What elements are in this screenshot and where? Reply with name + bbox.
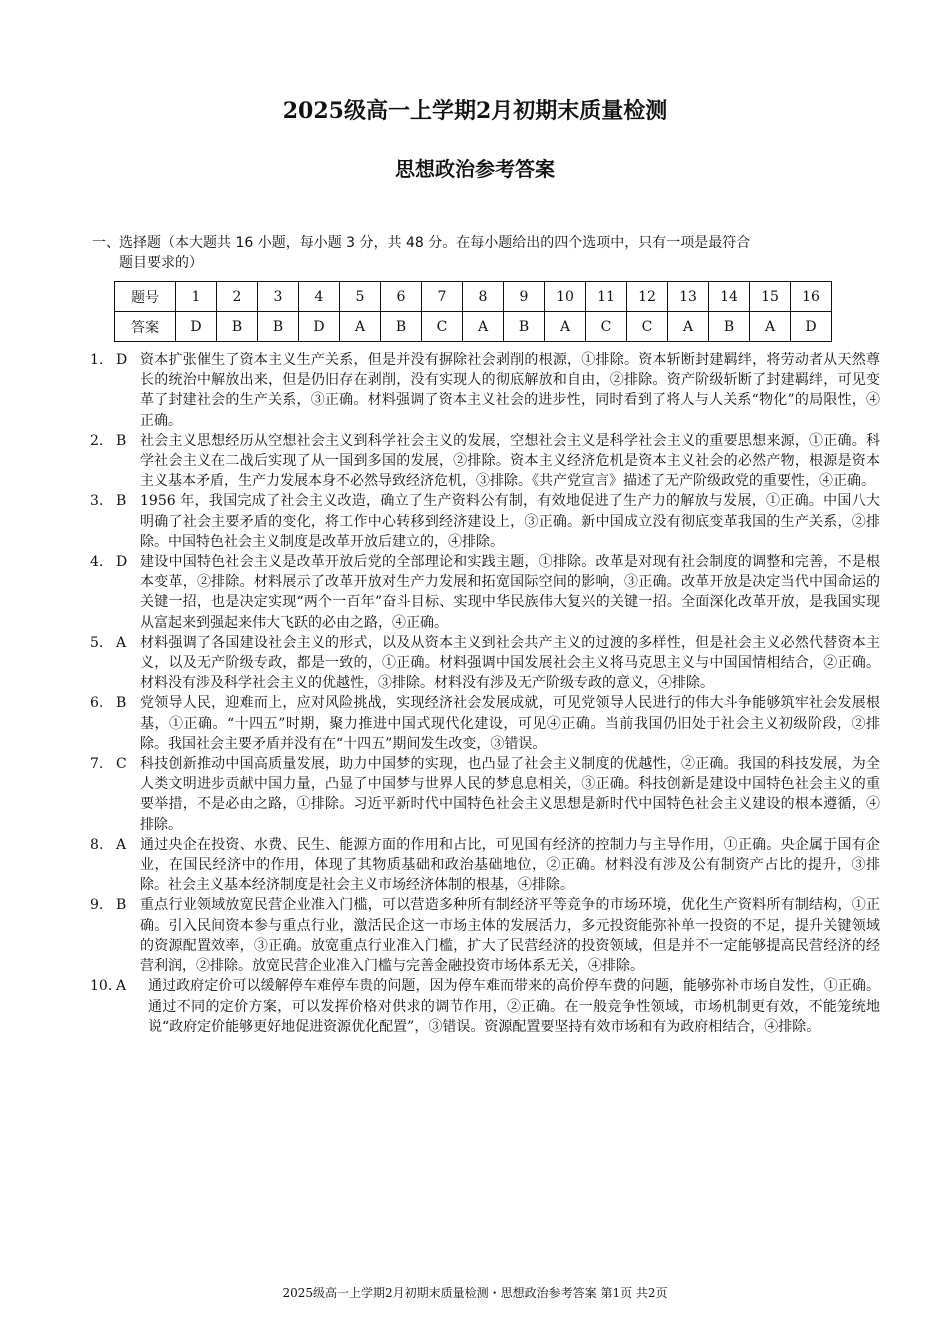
item-number: 8. (90, 836, 104, 853)
table-row-label: 题号 (115, 282, 176, 312)
table-cell: D (791, 312, 832, 342)
table-cell: 12 (627, 282, 668, 312)
table-cell: 11 (586, 282, 627, 312)
item-answer: B (116, 432, 127, 449)
item-number: 2. (90, 432, 104, 449)
item-answer: D (116, 352, 128, 368)
page-title: 2025级高一上学期2月初期末质量检测 (282, 98, 668, 124)
table-cell: D (176, 312, 217, 342)
item-number: 5. (90, 634, 104, 651)
item-number: 1. (90, 352, 104, 368)
explanation-item (90, 552, 880, 633)
explanation-item (90, 895, 880, 976)
table-cell: 3 (258, 282, 299, 312)
item-number: 7. (90, 756, 104, 773)
table-cell: 14 (709, 282, 750, 312)
explanation-item (90, 693, 880, 754)
explanation-item (90, 633, 880, 694)
table-row-label: 答案 (115, 312, 176, 342)
explanation-item (90, 976, 880, 1037)
table-cell: A (668, 312, 709, 342)
table-cell: 15 (750, 282, 791, 312)
item-number: 9. (90, 897, 104, 914)
item-answer: A (116, 836, 127, 853)
table-cell: 7 (422, 282, 463, 312)
item-text: 通过央企在投资、水费、民生、能源方面的作用和占比，可见国有经济的控制力与主导作用，①正确。央企属于国有企业，在国民经济中的作用，体现了其物质基础和政治基础地位，②正确。材料没有涉及公有制资产占比的提升，③排除。社会主义基本经济制度是社会主义市场经济体制的根基，④排除。 (140, 836, 880, 894)
table-cell: A (340, 312, 381, 342)
item-number: 3. (90, 493, 104, 510)
table-cell: A (545, 312, 586, 342)
answer-table (114, 281, 832, 342)
explanation-item (90, 754, 880, 835)
item-number: 6. (90, 695, 104, 712)
table-cell: 5 (340, 282, 381, 312)
item-answer: B (116, 695, 127, 712)
item-text: 通过政府定价可以缓解停车难停车贵的问题，因为停车难而带来的高价停车费的问题，能够弥补市场自发性，①正确。通过不同的定价方案，可以发挥价格对供求的调节作用，②正确。在一般竞争性领域，市场机制更有效，不能笼统地说“政府定价能够更好地促进资源优化配置”，③错误。资源配置要坚持有效市场和有为政府相结合，④排除。 (148, 978, 880, 1035)
item-text: 科技创新推动中国高质量发展，助力中国梦的实现，也凸显了社会主义制度的优越性，②正确。我国的科技发展，为全人类文明进步贡献中国力量，凸显了中国梦与世界人民的梦息息相关，③正确。科技创新是建设中国特色社会主义的重要举措，不是必由之路，①排除。习近平新时代中国特色社会主义思想是新时代中国特色社会主义建设的根本遵循，④排除。 (140, 756, 880, 833)
item-number: 4. (90, 554, 104, 571)
explanation-item (90, 835, 880, 896)
table-cell: 2 (217, 282, 258, 312)
item-text: 社会主义思想经历从空想社会主义到科学社会主义的发展，空想社会主义是科学社会主义的重要思想来源，①正确。科学社会主义在二战后实现了从一国到多国的发展，②排除。资本主义经济危机是资本主义社会的必然产物，根源是资本主义基本矛盾，生产力发展本身不必然导致经济危机，③排除。《共产党宣言》描述了无产阶级政党的重要性，④正确。 (140, 432, 880, 490)
table-cell: C (586, 312, 627, 342)
item-answer: B (116, 493, 127, 510)
section-number: 一、 (92, 235, 120, 251)
item-text: 资本扩张催生了资本主义生产关系，但是并没有摒除社会剥削的根源，①排除。资本斩断封建羁绊，将劳动者从天然尊长的统治中解放出来，但是仍旧存在剥削，没有实现人的彻底解放和自由，②排除。资产阶级斩断了封建羁绊，可见变革了封建社会的生产关系，③正确。材料强调了资本主义社会的进步性，同时看到了将人与人关系“物化”的局限性，④正确。 (140, 352, 880, 429)
table-cell: B (258, 312, 299, 342)
table-cell: C (627, 312, 668, 342)
table-cell: C (422, 312, 463, 342)
item-text: 建设中国特色社会主义是改革开放后党的全部理论和实践主题，①排除。改革是对现有社会制度的调整和完善，不是根本变革，②排除。材料展示了改革开放对生产力发展和拓宽国际空间的影响，③正确。改革开放是决定当代中国命运的关键一招，也是决定实现“两个一百年”奋斗目标、实现中华民族伟大复兴的关键一招。全面深化改革开放，是我国实现从富起来到强起来伟大飞跃的必由之路，④正确。 (140, 554, 880, 631)
table-cell: 1 (176, 282, 217, 312)
table-cell: 9 (504, 282, 545, 312)
item-answer: D (116, 554, 128, 571)
item-answer: A (116, 634, 127, 651)
item-text: 1956 年，我国完成了社会主义改造，确立了生产资料公有制，有效地促进了生产力的解放与发展，①正确。中国八大明确了社会主要矛盾的变化，将工作中心转移到经济建设上，③正确。新中国成立没有彻底变革我国的生产关系，②排除。中国特色社会主义制度是改革开放后建立的，④排除。 (140, 493, 880, 550)
item-text: 党领导人民，迎难而上，应对风险挑战，实现经济社会发展成就，可见党领导人民进行的伟大斗争能够筑牢社会发展根基，①正确。“十四五”时期，聚力推进中国式现代化建设，可见④正确。当前我国仍旧处于社会主义初级阶段，②排除。我国社会主要矛盾并没有在“十四五”期间发生改变，③错误。 (140, 695, 880, 752)
item-answer: A (116, 978, 127, 995)
table-cell: 16 (791, 282, 832, 312)
section-heading-line2: 题目要求的） (119, 255, 203, 271)
table-cell: A (750, 312, 791, 342)
table-cell: B (709, 312, 750, 342)
item-text: 重点行业领域放宽民营企业准入门槛，可以营造多种所有制经济平等竞争的市场环境，优化生产资料所有制结构，①正确。引入民间资本参与重点行业，激活民企这一市场主体的发展活力，多元投资能弥补单一投资的不足，提升关键领域的资源配置效率，③正确。放宽重点行业准入门槛，扩大了民营经济的投资领域，但是并不一定能够提高民营经济的经营利润，②排除。放宽民营企业准入门槛与完善金融投资市场体系无关，④排除。 (140, 897, 880, 975)
table-cell: 13 (668, 282, 709, 312)
section-heading (92, 233, 872, 273)
page-footer: 2025级高一上学期2月初期末质量检测・思想政治参考答案 第1页 共2页 (282, 1286, 668, 1300)
table-cell: 4 (299, 282, 340, 312)
table-cell: 6 (381, 282, 422, 312)
item-text: 材料强调了各国建设社会主义的形式，以及从资本主义到社会共产主义的过渡的多样性，但是社会主义必然代替资本主义，以及无产阶级专政，都是一致的，①正确。材料强调中国发展社会主义将马克思主义与中国国情相结合，②正确。材料没有涉及科学社会主义的优越性，③排除。材料没有涉及无产阶级专政的意义，④排除。 (140, 634, 880, 692)
table-cell: 10 (545, 282, 586, 312)
explanation-item (90, 491, 880, 552)
page-subtitle: 思想政治参考答案 (395, 157, 555, 181)
answer-table-answer-row (115, 312, 832, 342)
table-cell: B (504, 312, 545, 342)
table-cell: B (381, 312, 422, 342)
explanation-item (90, 350, 880, 431)
table-cell: A (463, 312, 504, 342)
answer-table-number-row (115, 282, 832, 312)
explanation-item (90, 431, 880, 492)
item-answer: B (116, 897, 127, 914)
table-cell: 8 (463, 282, 504, 312)
table-cell: B (217, 312, 258, 342)
explanation-list (90, 350, 880, 1037)
item-answer: C (116, 756, 127, 773)
table-cell: D (299, 312, 340, 342)
section-heading-line1: 选择题（本大题共 16 小题，每小题 3 分，共 48 分。在每小题给出的四个选项中，只有一项是最符合 (119, 235, 751, 251)
item-number: 10. (90, 978, 113, 995)
